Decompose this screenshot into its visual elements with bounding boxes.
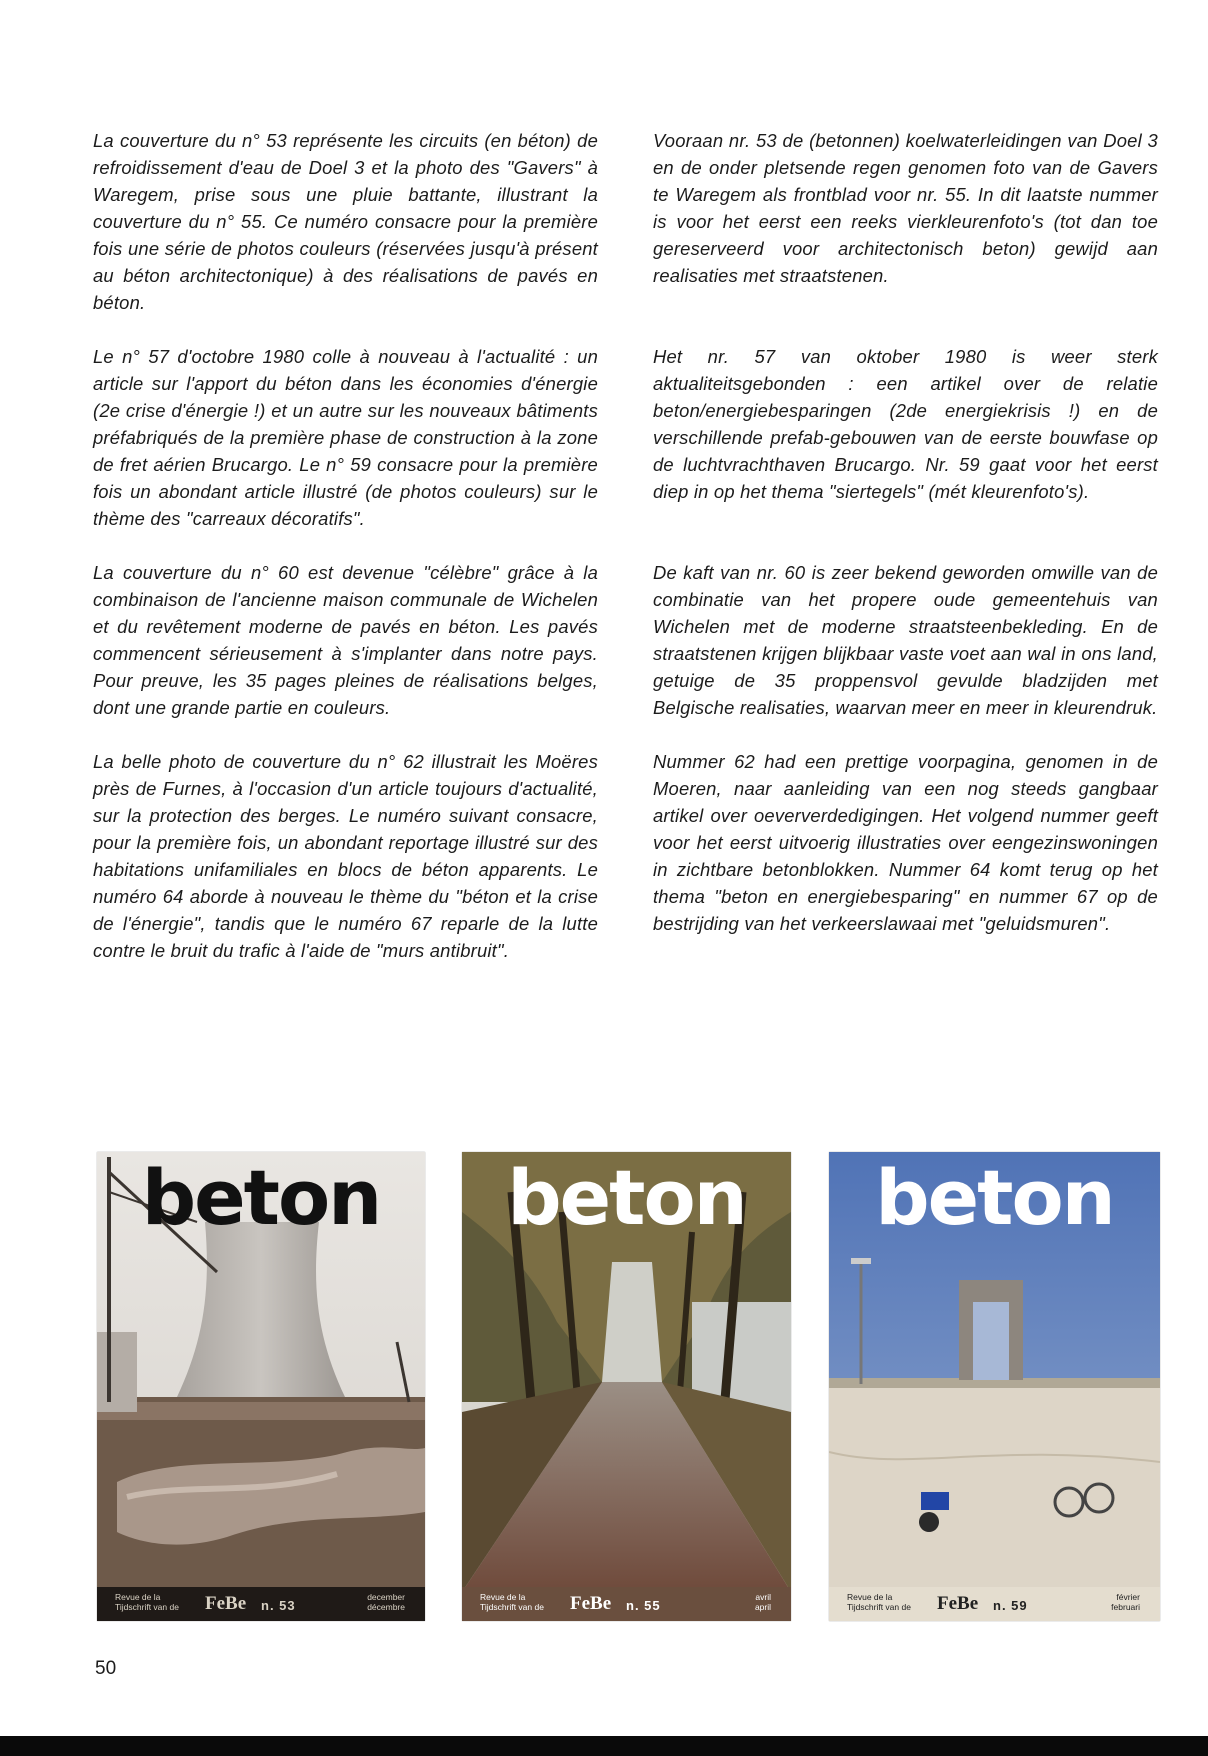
dutch-paragraph-2: Het nr. 57 van oktober 1980 is weer sterk aktualiteitsgebonden : een artikel over de relatie beton/energiebesparingen (2de energiekrisis !) en de verschillende prefab-gebouwen van de eerste bouwfase op de luchtvrachthaven Brucargo. Nr. 59 gaat voor het eerst diep in op het thema "siertegels" (mét kleurenfoto's). <box>653 346 1158 502</box>
cover-59-masthead: beton <box>875 1153 1114 1242</box>
cover-53-issue-number: n. 53 <box>261 1598 296 1613</box>
dutch-paragraph-4: Nummer 62 had een prettige voorpagina, genomen in de Moeren, naar aanleiding van een nog steeds gangbaar artikel over oeververdedigingen. Het volgend nummer geeft voor het eerst uitvoerig illustraties over eengezinswoningen in zichtbare betonblokken. Nummer 64 komt terug op het thema "beton en energiebesparing" en nummer 67 op de bestrijding van het verkeerslawaai met "geluidsmuren". <box>653 751 1158 934</box>
cover-55-brand-logo: FeBe <box>570 1593 612 1614</box>
cover-59-date: février februari <box>1111 1592 1140 1612</box>
cover-53-strip <box>97 1587 425 1621</box>
cover-55-strip <box>462 1587 791 1621</box>
cover-issue-59 <box>829 1152 1160 1621</box>
french-paragraph-4: La belle photo de couverture du n° 62 illustrait les Moëres près de Furnes, à l'occasion d'un article toujours d'actualité, sur la protection des berges. Le numéro suivant consacre, pour la première fois, un abondant reportage illustré sur des habitations unifamiliales en blocs de béton apparents. Le numéro 64 aborde à nouveau le thème du "béton et la crise de l'énergie", tandis que le numéro 67 reparle de la lutte contre le bruit du trafic à l'aide de "murs antibruit". <box>93 751 598 961</box>
cover-53-date: december décembre <box>367 1592 405 1612</box>
dutch-paragraph-1: Vooraan nr. 53 de (betonnen) koelwaterleidingen van Doel 3 en de onder pletsende regen genomen foto van de Gavers te Waregem als frontblad voor nr. 55. In dit laatste nummer is voor het eerst een reeks vierkleurenfoto's (tot dan toe gereserveerd voor architectonisch beton) gewijd aan realisaties met straatstenen. <box>653 130 1158 286</box>
cover-55-issue-number: n. 55 <box>626 1598 661 1613</box>
cover-53-brand-logo: FeBe <box>205 1593 247 1614</box>
page-number: 50 <box>95 1658 117 1679</box>
dutch-column <box>653 127 1158 937</box>
cover-59-strip <box>829 1587 1160 1621</box>
cover-55-publisher: Revue de la Tijdschrift van de <box>480 1592 544 1612</box>
scan-edge-band <box>0 1736 1208 1756</box>
cover-53-masthead: beton <box>141 1153 381 1242</box>
cover-59-brand-logo: FeBe <box>937 1593 979 1614</box>
cover-55-masthead: beton <box>507 1153 746 1242</box>
cover-53-publisher: Revue de la Tijdschrift van de <box>115 1592 179 1612</box>
french-paragraph-3: La couverture du n° 60 est devenue "célèbre" grâce à la combinaison de l'ancienne maison communale de Wichelen et du revêtement moderne de pavés en béton. Les pavés commencent sérieusement à s'implanter dans notre pays. Pour preuve, les 35 pages pleines de réalisations belges, dont une grande partie en couleurs. <box>93 562 598 718</box>
cover-59-issue-number: n. 59 <box>993 1598 1028 1613</box>
french-column <box>93 127 598 964</box>
cover-issue-55 <box>462 1152 791 1621</box>
cover-55-date: avril april <box>754 1592 771 1612</box>
french-paragraph-2: Le n° 57 d'octobre 1980 colle à nouveau à l'actualité : un article sur l'apport du béton dans les économies d'énergie (2e crise d'énergie !) et un autre sur les nouveaux bâtiments préfabriqués de la première phase de construction à la zone de fret aérien Brucargo. Le n° 59 consacre pour la première fois un abondant article illustré (de photos couleurs) sur le thème des "carreaux décoratifs". <box>93 346 598 529</box>
cover-issue-53 <box>97 1152 425 1621</box>
cover-59-publisher: Revue de la Tijdschrift van de <box>847 1592 911 1612</box>
dutch-paragraph-3: De kaft van nr. 60 is zeer bekend geworden omwille van de combinatie van het propere oude gemeentehuis van Wichelen met de moderne straatsteenbekleding. En de straatstenen krijgen blijkbaar vaste voet aan wal in ons land, getuige de 35 proppensvol gevulde bladzijden met Belgische realisaties, waarvan meer en meer in kleurendruk. <box>653 562 1158 718</box>
french-paragraph-1: La couverture du n° 53 représente les circuits (en béton) de refroidissement d'eau de Doel 3 et la photo des "Gavers" à Waregem, prise sous une pluie battante, illustrant la couverture du n° 55. Ce numéro consacre pour la première fois une série de photos couleurs (réservées jusqu'à présent au béton architectonique) à des réalisations de pavés en béton. <box>93 130 598 313</box>
